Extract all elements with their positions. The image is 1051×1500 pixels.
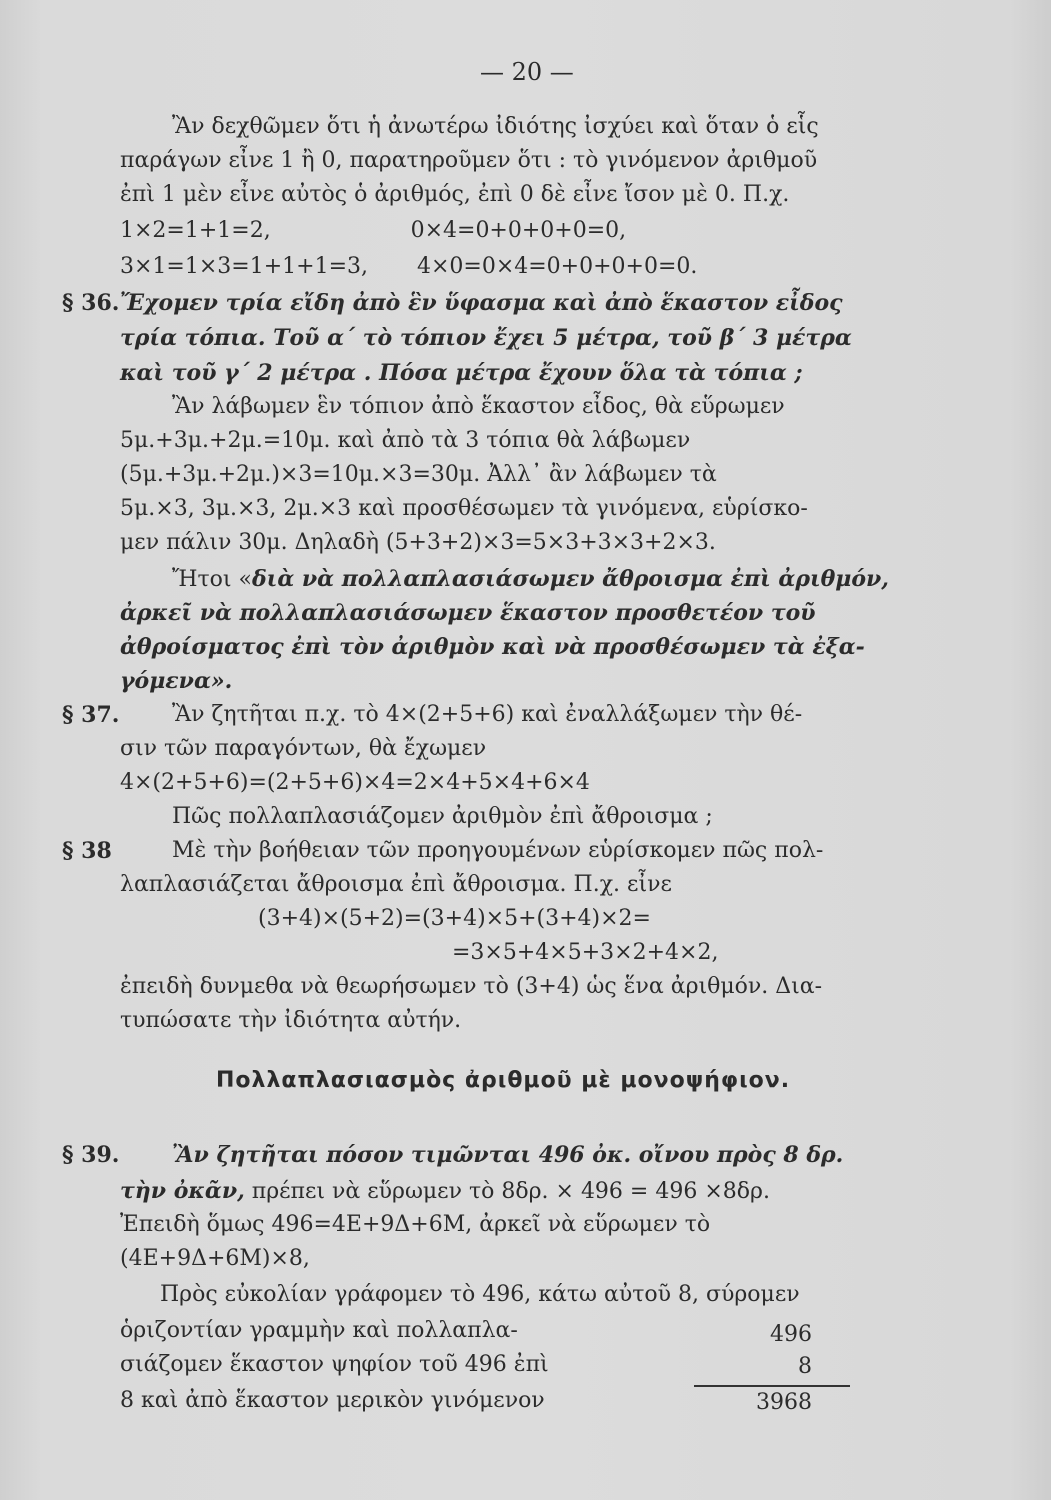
text-line: Πρὸς εὐκολίαν γράφομεν τὸ 496, κάτω αὐτοῦ 8, σύρομεν: [160, 1282, 800, 1307]
calculation-rule: [694, 1385, 850, 1387]
equation-line: =3×5+4×5+3×2+4×2,: [452, 940, 719, 965]
text-line: παράγων εἶνε 1 ἢ 0, παρατηροῦμεν ὅτι : τὸ γινόμενον ἀριθμοῦ: [120, 148, 818, 173]
text-line: σιν τῶν παραγόντων, θὰ ἔχωμεν: [120, 736, 487, 761]
section-label-39: § 39.: [62, 1142, 120, 1168]
problem-text: τρία τόπια. Τοῦ α΄ τὸ τόπιον ἔχει 5 μέτρα, τοῦ β΄ 3 μέτρα: [120, 325, 852, 351]
rule-statement: [172, 564, 889, 595]
equation-line: 3×1=1×3=1+1+1=3, 4×0=0×4=0+0+0+0=0.: [120, 254, 698, 279]
text-line: Ἂν δεχθῶμεν ὅτι ἡ ἀνωτέρω ἰδιότης ἰσχύει καὶ ὅταν ὁ εἷς: [172, 114, 819, 139]
text-line: 5μ.+3μ.+2μ.=10μ. καὶ ἀπὸ τὰ 3 τόπια θὰ λάβωμεν: [120, 428, 691, 453]
multiplier: 8: [798, 1354, 812, 1379]
rule-intro: Ἤτοι «: [172, 567, 252, 592]
text-line: 5μ.×3, 3μ.×3, 2μ.×3 καὶ προσθέσωμεν τὰ γινόμενα, εὑρίσκο-: [120, 496, 808, 521]
text-line: ἐπὶ 1 μὲν εἶνε αὐτὸς ὁ ἀριθμός, ἐπὶ 0 δὲ εἶνε ἴσον μὲ 0. Π.χ.: [120, 182, 790, 207]
question-line: Πῶς πολλαπλασιάζομεν ἀριθμὸν ἐπὶ ἄθροισμα ;: [172, 804, 713, 829]
equation-line: 1×2=1+1=2, 0×4=0+0+0+0=0,: [120, 218, 627, 243]
problem-text: [120, 1176, 770, 1207]
problem-text: καὶ τοῦ γ΄ 2 μέτρα . Πόσα μέτρα ἔχουν ὅλα τὰ τόπια ;: [120, 360, 803, 386]
rule-text: ἀρκεῖ νὰ πολλαπλασιάσωμεν ἕκαστον προσθετέον τοῦ: [120, 600, 816, 626]
product: 3968: [756, 1390, 812, 1415]
problem-text-italic: τὴν ὀκᾶν,: [120, 1178, 245, 1204]
equation-line: 4×(2+5+6)=(2+5+6)×4=2×4+5×4+6×4: [120, 770, 590, 795]
text-line: Ἂν ζητῆται π.χ. τὸ 4×(2+5+6) καὶ ἐναλλάξωμεν τὴν θέ-: [172, 702, 803, 727]
text-line: λαπλασιάζεται ἄθροισμα ἐπὶ ἄθροισμα. Π.χ. εἶνε: [120, 872, 672, 897]
section-label-36: § 36.: [62, 290, 120, 316]
problem-text: Ἂν ζητῆται πόσον τιμῶνται 496 ὀκ. οἴνου πρὸς 8 δρ.: [172, 1142, 844, 1168]
problem-text: Ἔχομεν τρία εἴδη ἀπὸ ἓν ὕφασμα καὶ ἀπὸ ἕκαστον εἶδος: [120, 290, 843, 316]
text-line: ὁριζοντίαν γραμμὴν καὶ πολλαπλα-: [120, 1318, 518, 1343]
section-label-37: § 37.: [62, 702, 120, 728]
section-heading: Πολλαπλασιασμὸς ἀριθμοῦ μὲ μονοψήφιον.: [216, 1068, 791, 1093]
text-line: Ἂν λάβωμεν ἓν τόπιον ἀπὸ ἕκαστον εἶδος, θὰ εὕρωμεν: [172, 394, 785, 419]
text-line: μεν πάλιν 30μ. Δηλαδὴ (5+3+2)×3=5×3+3×3+2×3.: [120, 530, 716, 555]
section-label-38: § 38: [62, 838, 112, 864]
problem-text-plain: πρέπει νὰ εὕρωμεν τὸ 8δρ. × 496 = 496 ×8δρ.: [244, 1179, 770, 1204]
text-line: (4Ε+9Δ+6Μ)×8,: [120, 1246, 310, 1271]
page-number: — 20 —: [480, 58, 574, 86]
text-line: Ἐπειδὴ ὅμως 496=4Ε+9Δ+6Μ, ἀρκεῖ νὰ εὕρωμεν τὸ: [120, 1212, 711, 1237]
text-line: (5μ.+3μ.+2μ.)×3=10μ.×3=30μ. Ἀλλ᾽ ἂν λάβωμεν τὰ: [120, 462, 717, 487]
rule-text: γόμενα».: [120, 668, 233, 694]
rule-text: ἀθροίσματος ἐπὶ τὸν ἀριθμὸν καὶ νὰ προσθέσωμεν τὰ ἐξα-: [120, 634, 865, 660]
equation-line: (3+4)×(5+2)=(3+4)×5+(3+4)×2=: [258, 906, 651, 931]
text-line: σιάζομεν ἕκαστον ψηφίον τοῦ 496 ἐπὶ: [120, 1352, 549, 1377]
text-line: τυπώσατε τὴν ἰδιότητα αὐτήν.: [120, 1008, 462, 1033]
text-line: Μὲ τὴν βοήθειαν τῶν προηγουμένων εὑρίσκομεν πῶς πολ-: [172, 838, 824, 863]
text-line: 8 καὶ ἀπὸ ἕκαστον μερικὸν γινόμενον: [120, 1388, 545, 1413]
rule-text: διὰ νὰ πολλαπλασιάσωμεν ἄθροισμα ἐπὶ ἀριθμόν,: [252, 566, 889, 592]
text-line: ἐπειδὴ δυνμεθα νὰ θεωρήσωμεν τὸ (3+4) ὡς ἕνα ἀριθμόν. Δια-: [120, 974, 823, 999]
multiplicand: 496: [770, 1322, 812, 1347]
